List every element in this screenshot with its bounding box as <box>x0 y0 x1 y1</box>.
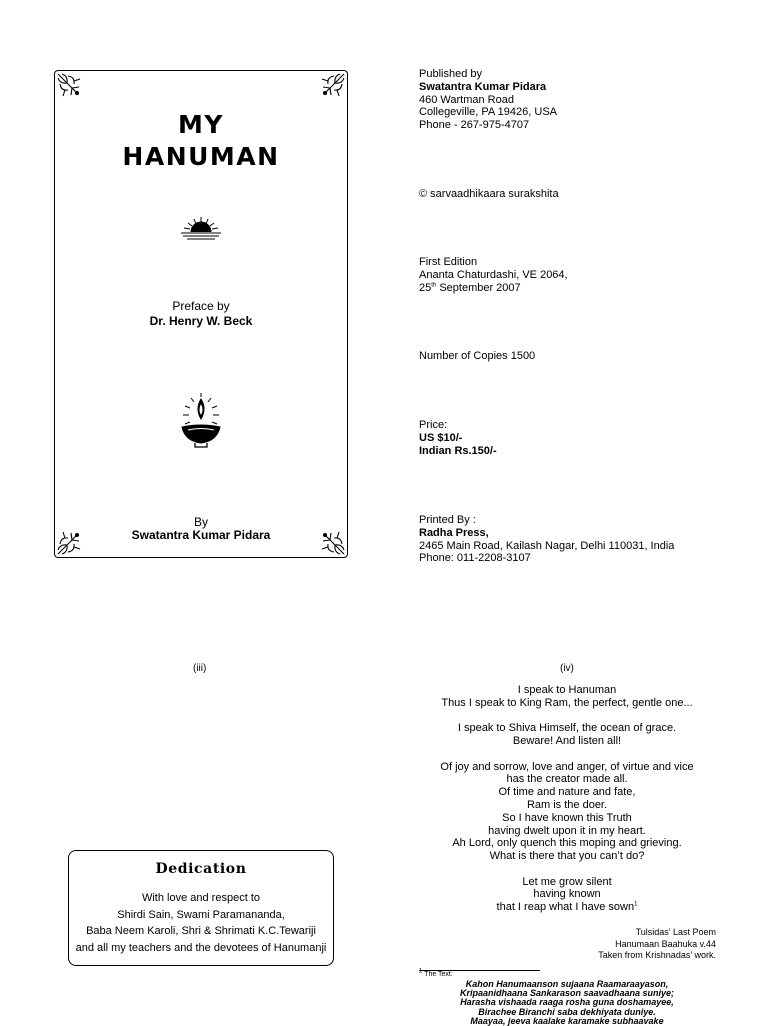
copyright-notice: © sarvaadhikaara surakshita <box>419 188 559 200</box>
poem-line: Ah Lord, only quench this moping and grieving. <box>452 837 682 850</box>
footnote-text <box>392 980 742 1026</box>
edition-day-suffix: th <box>431 281 437 288</box>
leaf-corner-ornament-icon <box>55 71 85 101</box>
leaf-corner-ornament-icon <box>317 71 347 101</box>
footnote-marker: 1 <box>419 968 423 975</box>
poem-line: I speak to Shiva Himself, the ocean of grace. <box>457 722 677 735</box>
poem-line: So I have known this Truth <box>502 811 632 824</box>
dedication-line: and all my teachers and the devotees of Hanumanji <box>75 941 327 954</box>
edition-date-line-2 <box>419 282 568 295</box>
edition-date-line-1: Ananta Chaturdashi, VE 2064, <box>419 268 568 281</box>
footnote-line: Maayaa, jeeva kaalake karamake subhaavake <box>470 1015 664 1026</box>
price-us: US $10/- <box>419 431 463 444</box>
edition-day: 25 <box>419 281 432 294</box>
footnote-line: Kahon Hanumaanson sujaana Raamaraayason, <box>465 979 669 989</box>
dedication-line: Baba Neem Karoli, Shri & Shrimati K.C.Tewariji <box>86 925 316 937</box>
copyright-block <box>419 188 559 201</box>
footnote-line: Kripaanidhaana Sankarason saavadhaana suniye; <box>459 988 675 999</box>
poem-line: Of joy and sorrow, love and anger, of virtue and vice <box>440 760 694 773</box>
copies-block <box>419 350 535 363</box>
poem-line: I speak to Hanuman <box>517 684 617 696</box>
poem <box>392 684 742 914</box>
published-by-label: Published by <box>419 68 482 80</box>
price-india: Indian Rs.150/- <box>419 444 497 457</box>
book-title-line-2: HANUMAN <box>122 142 280 171</box>
publisher-address-line-1: 460 Wartman Road <box>419 93 514 106</box>
poem-line: What is there that you can’t do? <box>489 850 645 863</box>
edition-block <box>419 256 568 294</box>
rising-sun-icon <box>179 215 223 241</box>
diya-lamp-icon <box>179 393 223 451</box>
dedication-line: Shirdi Sain, Swami Paramananda, <box>117 908 285 921</box>
poem-attribution <box>598 927 716 962</box>
poem-line: having known <box>533 888 601 901</box>
poem-last-line: that I reap what I have sown <box>496 901 635 914</box>
price-label: Price: <box>419 419 448 431</box>
dedication-line: With love and respect to <box>141 892 260 904</box>
dedication-text <box>69 890 333 956</box>
attribution-line: Taken from Krishnadas’ work. <box>598 950 716 961</box>
poem-line: Ram is the doer. <box>526 798 608 811</box>
footnote-line: Harasha vishaada raaga rosha guna doshamayee, <box>460 997 674 1008</box>
dedication-title: Dedication <box>155 861 247 877</box>
publisher-phone: Phone - 267-975-4707 <box>419 119 530 132</box>
edition-label: First Edition <box>419 256 478 268</box>
printer-address: 2465 Main Road, Kailash Nagar, Delhi 110031, India <box>419 539 675 552</box>
footnote-label-text: The Text: <box>422 971 453 978</box>
author-name: Swatantra Kumar Pidara <box>131 528 271 542</box>
publisher-block <box>419 68 557 132</box>
poem-line: having dwelt upon it in my heart. <box>488 824 646 837</box>
publisher-name: Swatantra Kumar Pidara <box>419 80 547 93</box>
poem-line: Of time and nature and fate, <box>498 786 636 799</box>
footnote-label <box>419 968 453 978</box>
printer-phone: Phone: 011-2208-3107 <box>419 552 531 565</box>
attribution-line: Hanumaan Baahuka v.44 <box>615 938 716 949</box>
dedication-box <box>68 850 334 966</box>
printer-name: Radha Press, <box>419 526 489 539</box>
poem-line: Thus I speak to King Ram, the perfect, gentle one... <box>441 696 693 709</box>
cover-panel <box>54 70 348 558</box>
publisher-address-line-2: Collegeville, PA 19426, USA <box>419 106 557 119</box>
poem-line: Let me grow silent <box>522 875 612 888</box>
poem-line: Beware! And listen all! <box>512 735 622 748</box>
footnote-reference[interactable]: 1 <box>634 901 638 908</box>
footnote-line: Birachee Biranchi saba dekhiyata duniye. <box>478 1006 656 1017</box>
preface-label: Preface by <box>172 299 230 313</box>
number-of-copies: Number of Copies 1500 <box>419 350 536 362</box>
by-label: By <box>193 515 208 529</box>
printed-by-label: Printed By : <box>419 514 476 526</box>
printer-block <box>419 514 674 565</box>
edition-month-year: September 2007 <box>436 281 521 294</box>
page-number-left: (iii) <box>193 663 207 674</box>
page-number-right: (iv) <box>560 663 574 674</box>
poem-line <box>392 901 742 914</box>
poem-line: has the creator made all. <box>506 773 628 786</box>
preface-author: Dr. Henry W. Beck <box>149 314 253 328</box>
book-title-line-1: MY <box>178 110 224 139</box>
price-block <box>419 419 497 457</box>
attribution-line: Tulsidas’ Last Poem <box>635 927 716 937</box>
